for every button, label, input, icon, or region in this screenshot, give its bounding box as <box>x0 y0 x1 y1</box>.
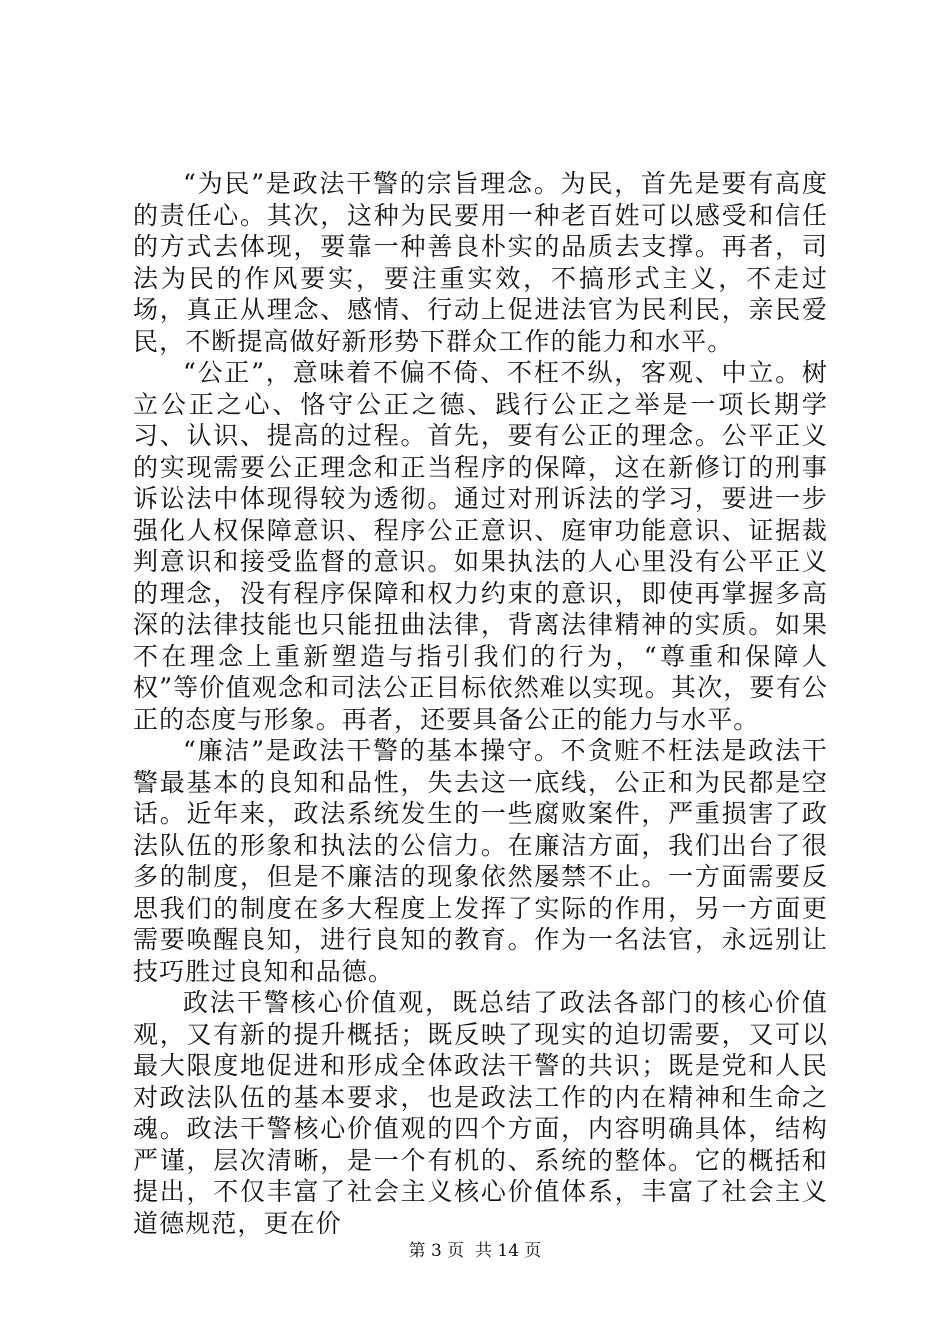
page-footer <box>0 1240 950 1262</box>
paragraph-wei-min: “为民”是政法干警的宗旨理念。为民，首先是要有高度的责任心。其次，这种为民要用一种老百姓可以感受和信任的方式去体现，要靠一种善良朴实的品质去支撑。再者，司法为民的作风要实，要注重实效，不搞形式主义，不走过场，真正从理念、感情、行动上促进法官为民利民，亲民爱民，不断提高做好新形势下群众工作的能力和水平。 <box>133 169 828 356</box>
total-pages: 共 14 页 <box>474 1241 542 1261</box>
footer-separator <box>464 1241 475 1261</box>
page-number: 第 3 页 <box>408 1241 465 1261</box>
paragraph-gong-zheng: “公正”，意味着不偏不倚、不枉不纵，客观、中立。树立公正之心、恪守公正之德、践行公正之举是一项长期学习、认识、提高的过程。首先，要有公正的理念。公平正义的实现需要公正理念和正当程序的保障，这在新修订的刑事诉讼法中体现得较为透彻。通过对刑诉法的学习，要进一步强化人权保障意识、程序公正意识、庭审功能意识、证据裁判意识和接受监督的意识。如果执法的人心里没有公平正义的理念，没有程序保障和权力约束的意识，即使再掌握多高深的法律技能也只能扭曲法律，背离法律精神的实质。如果不在理念上重新塑造与指引我们的行为，“尊重和保障人权”等价值观念和司法公正目标依然难以实现。其次，要有公正的态度与形象。再者，还要具备公正的能力与水平。 <box>133 358 828 734</box>
paragraph-lian-jie: “廉洁”是政法干警的基本操守。不贪赃不枉法是政法干警最基本的良知和品性，失去这一底线，公正和为民都是空话。近年来，政法系统发生的一些腐败案件，严重损害了政法队伍的形象和执法的公信力。在廉洁方面，我们出台了很多的制度，但是不廉洁的现象依然屡禁不止。一方面需要反思我们的制度在多大程度上发挥了实际的作用，另一方面更需要唤醒良知，进行良知的教育。作为一名法官，永远别让技巧胜过良知和品德。 <box>133 736 828 986</box>
paragraph-core-values: 政法干警核心价值观，既总结了政法各部门的核心价值观，又有新的提升概括；既反映了现实的迫切需要，又可以最大限度地促进和形成全体政法干警的共识；既是党和人民对政法队伍的基本要求，也是政法工作的内在精神和生命之魂。政法干警核心价值观的四个方面，内容明确具体，结构严谨，层次清晰，是一个有机的、系统的整体。它的概括和提出，不仅丰富了社会主义核心价值体系，丰富了社会主义道德规范，更在价 <box>133 988 828 1238</box>
document-body <box>133 168 828 1239</box>
